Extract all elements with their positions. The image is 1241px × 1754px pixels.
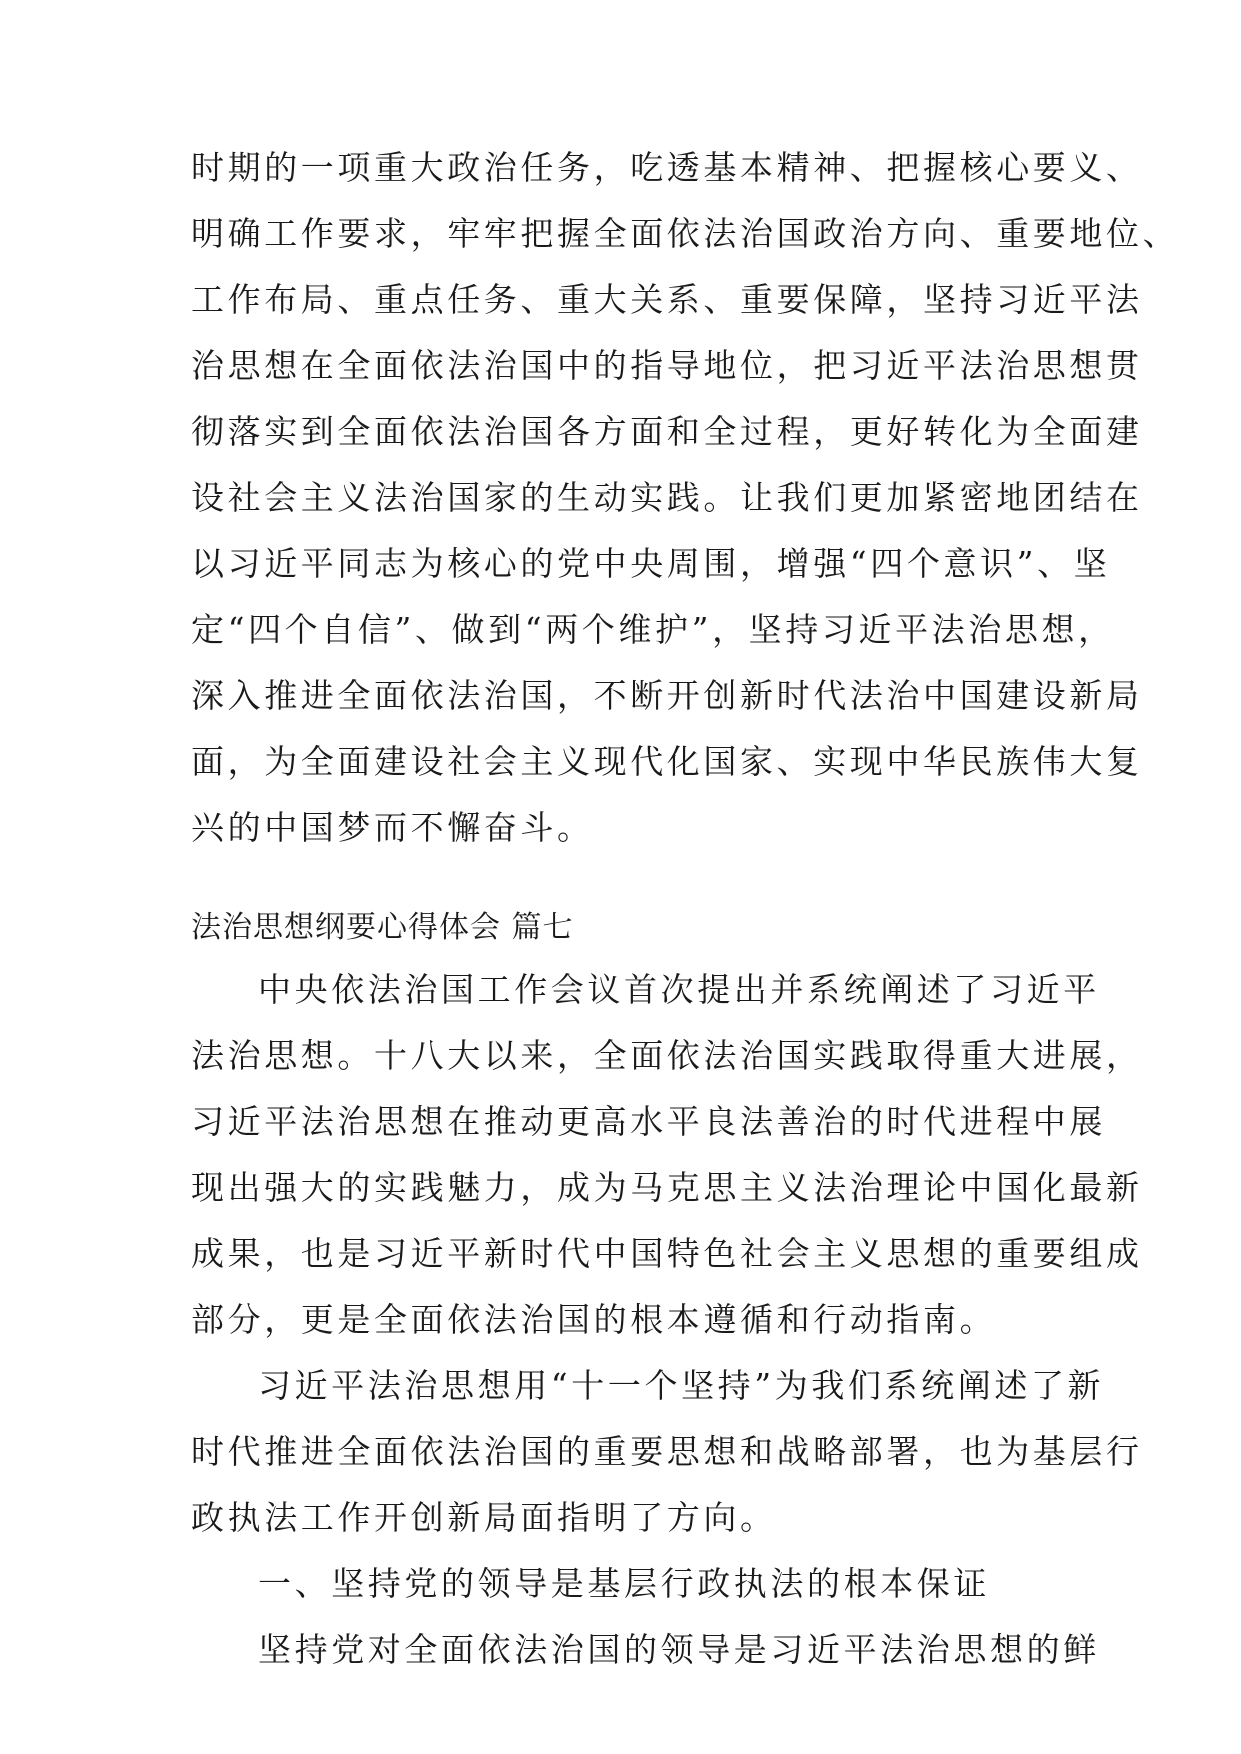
body-text-line: 中央依法治国工作会议首次提出并系统阐述了习近平	[258, 970, 1100, 1009]
body-text-line: 兴的中国梦而不懈奋斗。	[191, 808, 594, 847]
body-text-line: 彻落实到全面依法治国各方面和全过程，更好转化为全面建	[191, 412, 1143, 451]
body-text-line: 治思想在全面依法治国中的指导地位，把习近平法治思想贯	[191, 346, 1143, 385]
body-text-line: 习近平法治思想在推动更高水平良法善治的时代进程中展	[191, 1102, 1106, 1141]
body-text-line: 面，为全面建设社会主义现代化国家、实现中华民族伟大复	[191, 742, 1143, 781]
body-text-line: 明确工作要求，牢牢把握全面依法治国政治方向、重要地位、	[191, 214, 1180, 253]
body-text-line: 部分，更是全面依法治国的根本遵循和行动指南。	[191, 1300, 997, 1339]
body-text-line: 深入推进全面依法治国，不断开创新时代法治中国建设新局	[191, 676, 1143, 715]
body-text-line: 时代推进全面依法治国的重要思想和战略部署，也为基层行	[191, 1432, 1143, 1471]
body-text-line: 定“四个自信”、做到“两个维护”，坚持习近平法治思想，	[191, 610, 1115, 649]
section-heading: 法治思想纲要心得体会 篇七	[191, 910, 574, 945]
subsection-heading: 一、坚持党的领导是基层行政执法的根本保证	[258, 1564, 990, 1603]
body-text-line: 设社会主义法治国家的生动实践。让我们更加紧密地团结在	[191, 478, 1143, 517]
body-text-line: 政执法工作开创新局面指明了方向。	[191, 1498, 777, 1537]
body-text-line: 时期的一项重大政治任务，吃透基本精神、把握核心要义、	[191, 148, 1143, 187]
body-text-line: 法治思想。十八大以来，全面依法治国实践取得重大进展，	[191, 1036, 1143, 1075]
body-text-line: 坚持党对全面依法治国的领导是习近平法治思想的鲜	[258, 1630, 1100, 1669]
body-text-line: 工作布局、重点任务、重大关系、重要保障，坚持习近平法	[191, 280, 1143, 319]
body-text-line: 成果，也是习近平新时代中国特色社会主义思想的重要组成	[191, 1234, 1143, 1273]
body-text-line: 习近平法治思想用“十一个坚持”为我们系统阐述了新	[258, 1366, 1105, 1405]
body-text-line: 现出强大的实践魅力，成为马克思主义法治理论中国化最新	[191, 1168, 1143, 1207]
body-text-line: 以习近平同志为核心的党中央周围，增强“四个意识”、坚	[191, 544, 1111, 583]
